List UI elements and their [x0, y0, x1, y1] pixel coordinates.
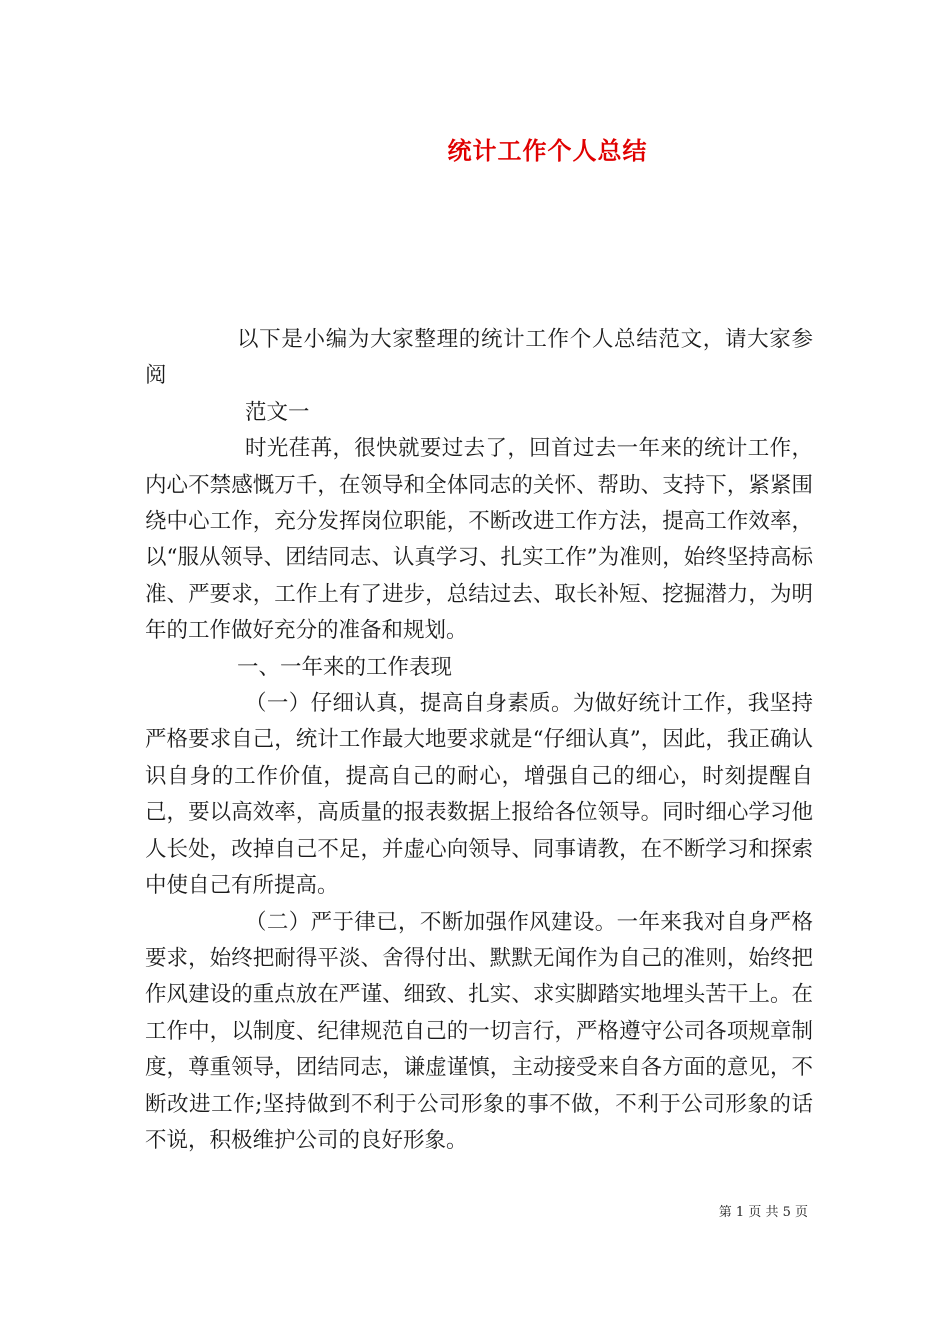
document-title: 统计工作个人总结: [447, 137, 648, 165]
document-body: [145, 322, 813, 1159]
paragraph-point-one: （一）仔细认真，提高自身素质。为做好统计工作，我坚持严格要求自己，统计工作最大地要求就是“仔细认真”，因此，我正确认识自身的工作价值，提高自己的耐心，增强自己的细心，时刻提醒自己，要以高效率，高质量的报表数据上报给各位领导。同时细心学习他人长处，改掉自己不足，并虚心向领导、同事请教，在不断学习和探索中使自己有所提高。: [145, 691, 813, 899]
intro-paragraph: 以下是小编为大家整理的统计工作个人总结范文，请大家参阅: [145, 327, 813, 389]
paragraph-opening: 时光荏苒，很快就要过去了，回首过去一年来的统计工作，内心不禁感慨万千，在领导和全体同志的关怀、帮助、支持下，紧紧围绕中心工作，充分发挥岗位职能，不断改进工作方法，提高工作效率，以“服从领导、团结同志、认真学习、扎实工作”为准则，始终坚持高标准、严要求，工作上有了进步，总结过去、取长补短、挖掘潜力，为明年的工作做好充分的准备和规划。: [145, 436, 813, 644]
paragraph-point-two: （二）严于律已，不断加强作风建设。一年来我对自身严格要求，始终把耐得平淡、舍得付出、默默无闻作为自己的准则，始终把作风建设的重点放在严谨、细致、扎实、求实脚踏实地埋头苦干上。在工作中，以制度、纪律规范自己的一切言行，严格遵守公司各项规章制度，尊重领导，团结同志，谦虚谨慎，主动接受来自各方面的意见，不断改进工作;坚持做到不利于公司形象的事不做，不利于公司形象的话不说，积极维护公司的良好形象。: [145, 909, 813, 1153]
page-number-footer: 第 1 页 共 5 页: [718, 1205, 808, 1220]
heading-work-performance: 一、一年来的工作表现: [237, 654, 453, 680]
section-label-sample-one: 范文一: [245, 399, 310, 425]
